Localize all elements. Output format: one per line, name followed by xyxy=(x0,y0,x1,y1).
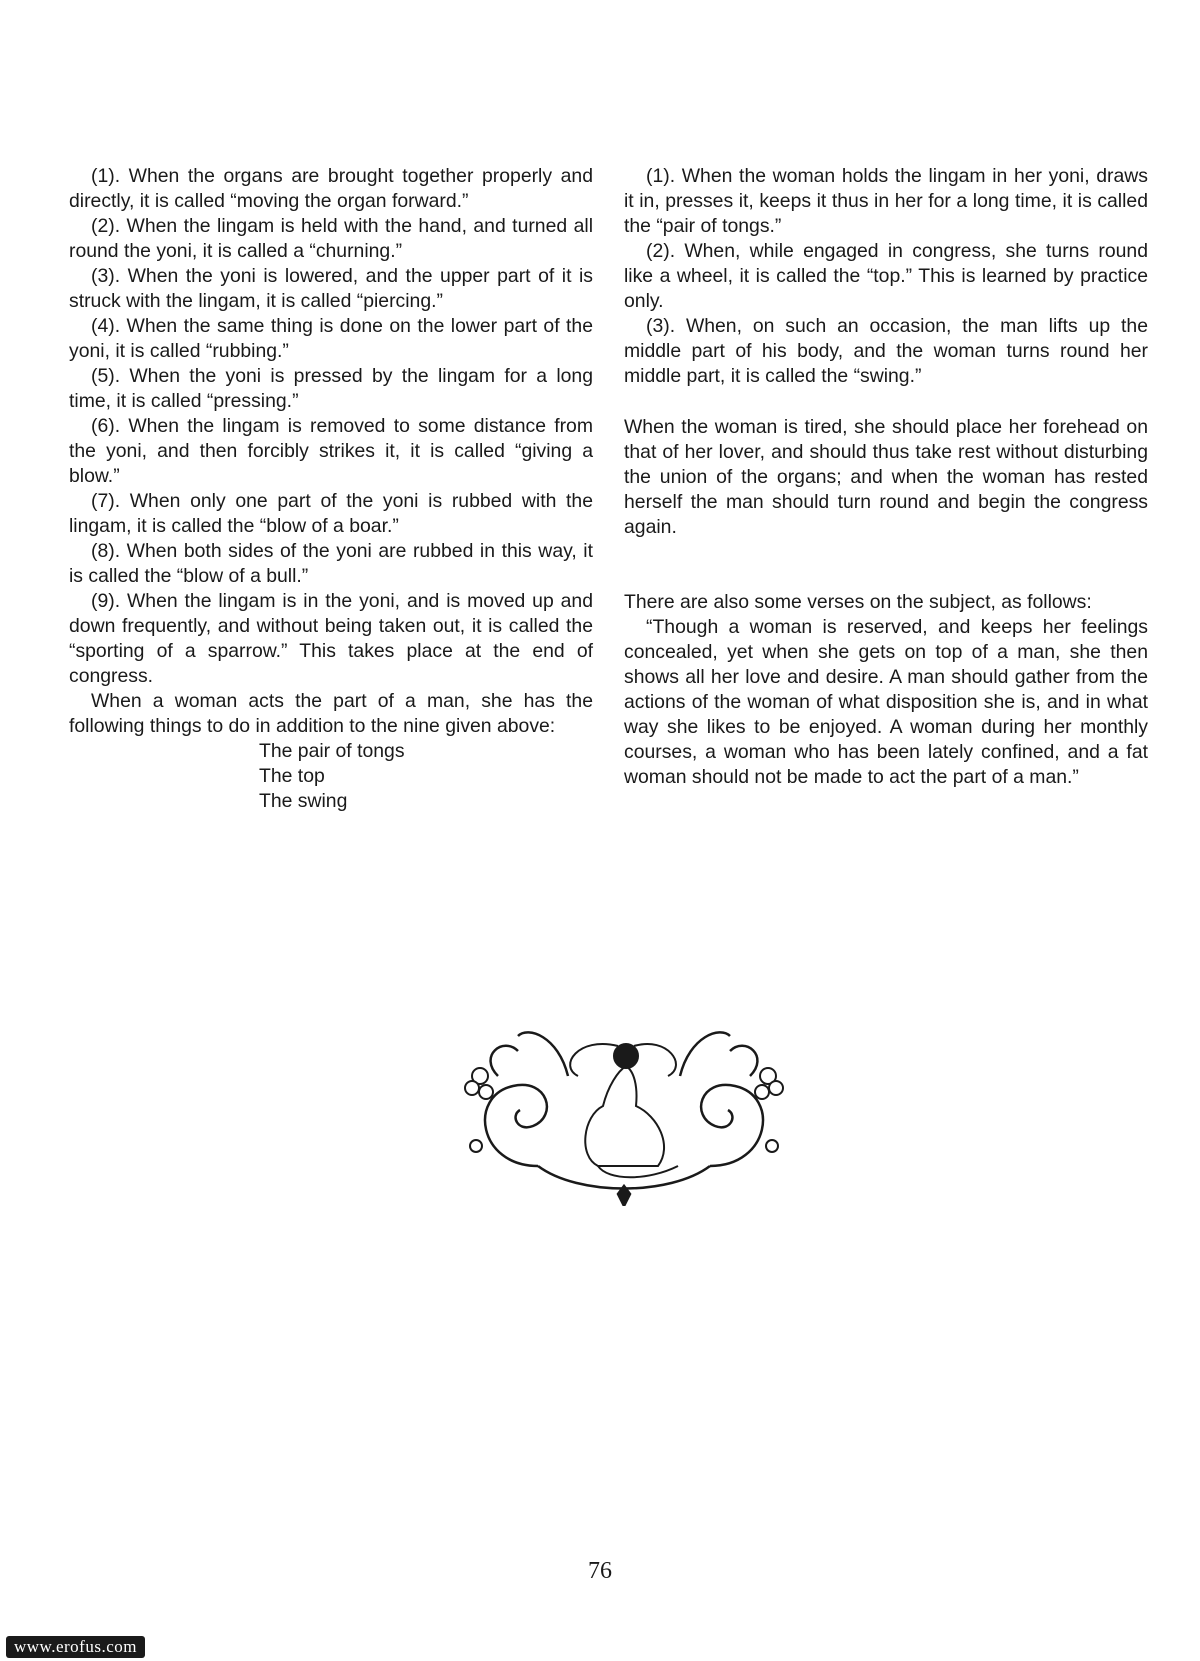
paragraph: (1). When the woman holds the lingam in her yoni, draws it in, presses it, keeps it thus in her for a long time, it is called the “pair of tongs.” xyxy=(624,165,1148,237)
list-item: The swing xyxy=(259,790,348,812)
left-scroll xyxy=(485,1085,547,1166)
paragraph: When the woman is tired, she should place her forehead on that of her lover, and should thus take rest without disturbing the union of the organs; and when the woman has rested herself the man should turn round and begin the congress again. xyxy=(624,416,1148,538)
position-list xyxy=(69,739,593,814)
paragraph: “Though a woman is reserved, and keeps her feelings concealed, yet when she gets on top of a man, she then shows all her love and desire. A man should gather from the actions of the woman of what disposition she is, and in what way she likes to be enjoyed. A woman during her monthly courses, a woman who has been lately confined, and a fat woman should not be made to act the part of a man.” xyxy=(624,616,1148,788)
paragraph: (3). When the yoni is lowered, and the upper part of it is struck with the lingam, it is called “piercing.” xyxy=(69,265,593,312)
list-item: The top xyxy=(259,765,325,787)
figure-illustration xyxy=(570,1044,678,1177)
watermark: www.erofus.com xyxy=(6,1636,145,1658)
paragraph: (3). When, on such an occasion, the man lifts up the middle part of his body, and the woman turns round her middle part, it is called the “swing.” xyxy=(624,315,1148,387)
paragraph: (2). When the lingam is held with the hand, and turned all round the yoni, it is called a “churning.” xyxy=(69,215,593,262)
paragraph: (5). When the yoni is pressed by the lingam for a long time, it is called “pressing.” xyxy=(69,365,593,412)
decorative-ornament-illustration xyxy=(458,1016,790,1206)
paragraph: (4). When the same thing is done on the lower part of the yoni, it is called “rubbing.” xyxy=(69,315,593,362)
list-item: The pair of tongs xyxy=(259,740,405,762)
paragraph: (7). When only one part of the yoni is rubbed with the lingam, it is called the “blow of a boar.” xyxy=(69,490,593,537)
paragraph: (6). When the lingam is removed to some distance from the yoni, and then forcibly strikes it, it is called “giving a blow.” xyxy=(69,415,593,487)
right-column xyxy=(624,164,1148,790)
left-column xyxy=(69,164,593,814)
paragraph: When a woman acts the part of a man, she has the following things to do in addition to the nine given above: xyxy=(69,690,593,737)
paragraph: (1). When the organs are brought together properly and directly, it is called “moving the organ forward.” xyxy=(69,165,593,212)
right-scroll xyxy=(701,1085,763,1166)
page-number: 76 xyxy=(588,1558,612,1584)
paragraph: (8). When both sides of the yoni are rubbed in this way, it is called the “blow of a bull.” xyxy=(69,540,593,587)
paragraph: There are also some verses on the subject, as follows: xyxy=(624,591,1092,613)
paragraph: (9). When the lingam is in the yoni, and is moved up and down frequently, and without being taken out, it is called the “sporting of a sparrow.” This takes place at the end of congress. xyxy=(69,590,593,687)
paragraph: (2). When, while engaged in congress, she turns round like a wheel, it is called the “top.” This is learned by practice only. xyxy=(624,240,1148,312)
